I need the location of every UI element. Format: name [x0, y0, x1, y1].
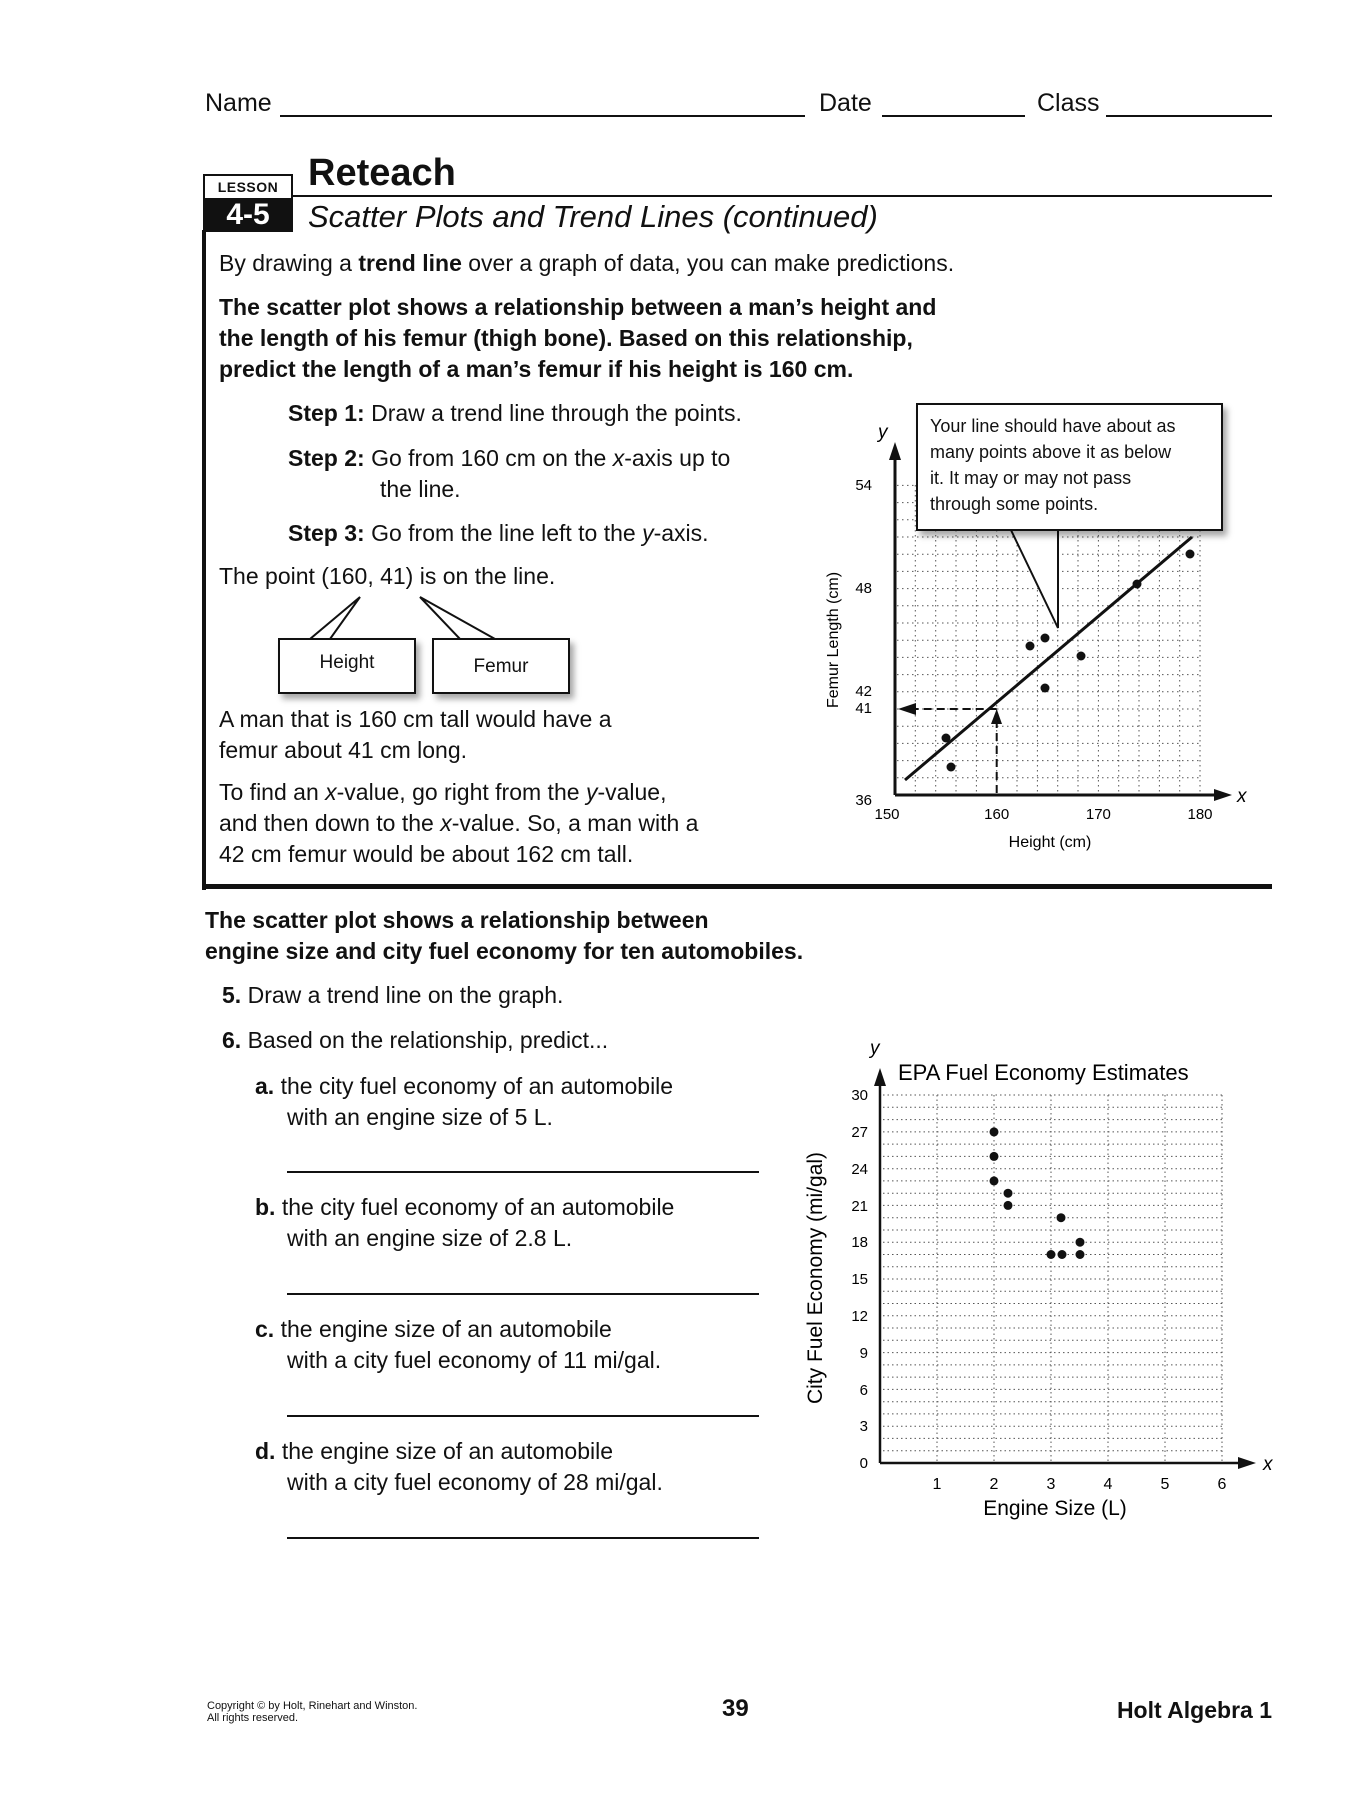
step-3: Step 3: Go from the line left to the y-axis.	[288, 520, 709, 546]
svg-text:12: 12	[851, 1308, 868, 1325]
book-title: Holt Algebra 1	[1116, 1697, 1272, 1723]
svg-text:36: 36	[855, 792, 872, 809]
lesson-number: 4-5	[203, 198, 293, 232]
answer-6a-field[interactable]	[287, 1171, 759, 1173]
x-value-note: To find an x-value, go right from the y-value, and then down to the x-value. So, a man with a 42 cm femur would be about 162 cm tall.	[219, 779, 699, 867]
svg-text:5: 5	[1160, 1476, 1170, 1493]
fuel-economy-chart[interactable]	[780, 1010, 1280, 1520]
svg-text:1: 1	[932, 1476, 942, 1493]
box-bottom-border	[202, 884, 1272, 889]
question-5: 5. Draw a trend line on the graph.	[222, 982, 564, 1008]
trend-line-callout: Your line should have about as many points above it as below it. It may or may not pass through some points.	[916, 403, 1223, 531]
svg-text:6: 6	[859, 1382, 868, 1399]
svg-text:48: 48	[855, 580, 872, 597]
femur-callout-label: Femur	[473, 656, 529, 677]
femur-callout	[432, 638, 570, 694]
svg-text:42: 42	[855, 683, 872, 700]
svg-text:EPA Fuel Economy Estimates: EPA Fuel Economy Estimates	[898, 1060, 1189, 1085]
svg-text:160: 160	[984, 806, 1010, 823]
question-6: 6. Based on the relationship, predict...	[222, 1027, 609, 1053]
svg-text:3: 3	[1046, 1476, 1056, 1493]
svg-text:41: 41	[855, 700, 872, 717]
svg-text:6: 6	[1217, 1476, 1227, 1493]
page-subtitle: Scatter Plots and Trend Lines (continued)	[308, 199, 878, 234]
question-6b: b. the city fuel economy of an automobile with an engine size of 2.8 L.	[255, 1194, 675, 1251]
svg-text:27: 27	[851, 1124, 868, 1141]
date-label: Date	[819, 89, 872, 117]
svg-text:15: 15	[851, 1271, 868, 1288]
height-callout	[278, 638, 416, 694]
svg-text:2: 2	[989, 1476, 999, 1493]
step-1: Step 1: Draw a trend line through the points.	[288, 400, 742, 426]
svg-text:4: 4	[1103, 1476, 1113, 1493]
svg-text:18: 18	[851, 1234, 868, 1251]
name-field[interactable]	[280, 115, 805, 117]
copyright: Copyright © by Holt, Rinehart and Winston. All rights reserved.	[207, 1700, 418, 1724]
step-2: Step 2: Go from 160 cm on the x-axis up to	[288, 445, 731, 471]
svg-text:3: 3	[859, 1418, 868, 1435]
svg-text:x: x	[1263, 1454, 1273, 1475]
svg-text:180: 180	[1187, 806, 1213, 823]
conclusion-text: A man that is 160 cm tall would have a femur about 41 cm long.	[219, 706, 612, 763]
svg-text:Height (cm): Height (cm)	[1008, 834, 1092, 851]
exercise-intro: The scatter plot shows a relationship between engine size and city fuel economy for ten automobiles.	[205, 907, 804, 964]
svg-text:54: 54	[855, 477, 872, 494]
date-field[interactable]	[882, 115, 1025, 117]
question-6d: d. the engine size of an automobile with a city fuel economy of 28 mi/gal.	[255, 1438, 663, 1495]
svg-text:21: 21	[851, 1198, 868, 1215]
svg-text:y: y	[878, 422, 888, 443]
step-2-cont: the line.	[380, 476, 461, 502]
height-callout-label: Height	[319, 652, 375, 673]
page-number: 39	[722, 1695, 749, 1722]
lesson-badge: LESSON	[203, 174, 293, 200]
svg-text:150: 150	[874, 806, 900, 823]
problem-statement: The scatter plot shows a relationship between a man’s height and the length of his femur (thigh bone). Based on this relationship, predict the length of a man’s femur if his height is 160 cm.	[219, 294, 937, 382]
intro-text: By drawing a trend line over a graph of data, you can make predictions.	[219, 250, 955, 276]
svg-text:9: 9	[859, 1345, 868, 1362]
name-label: Name	[205, 89, 272, 117]
question-6c: c. the engine size of an automobile with a city fuel economy of 11 mi/gal.	[255, 1316, 662, 1373]
callout-joint	[1012, 524, 1056, 528]
answer-6d-field[interactable]	[287, 1537, 759, 1539]
answer-6b-field[interactable]	[287, 1293, 759, 1295]
svg-text:Femur Length (cm): Femur Length (cm)	[825, 571, 842, 709]
svg-text:24: 24	[851, 1161, 868, 1178]
class-label: Class	[1037, 89, 1100, 117]
svg-text:x: x	[1237, 786, 1247, 807]
svg-text:30: 30	[851, 1087, 868, 1104]
class-field[interactable]	[1106, 115, 1272, 117]
svg-text:Engine Size (L): Engine Size (L)	[983, 1497, 1127, 1520]
page-title: Reteach	[308, 152, 456, 194]
svg-text:170: 170	[1085, 806, 1111, 823]
svg-text:City Fuel Economy (mi/gal): City Fuel Economy (mi/gal)	[804, 1151, 827, 1405]
box-left-border	[202, 230, 206, 890]
svg-text:y: y	[870, 1038, 880, 1059]
svg-text:0: 0	[859, 1455, 868, 1472]
answer-6c-field[interactable]	[287, 1415, 759, 1417]
title-rule	[291, 195, 1272, 197]
question-6a: a. the city fuel economy of an automobile with an engine size of 5 L.	[255, 1073, 674, 1130]
point-statement: The point (160, 41) is on the line.	[219, 563, 556, 589]
